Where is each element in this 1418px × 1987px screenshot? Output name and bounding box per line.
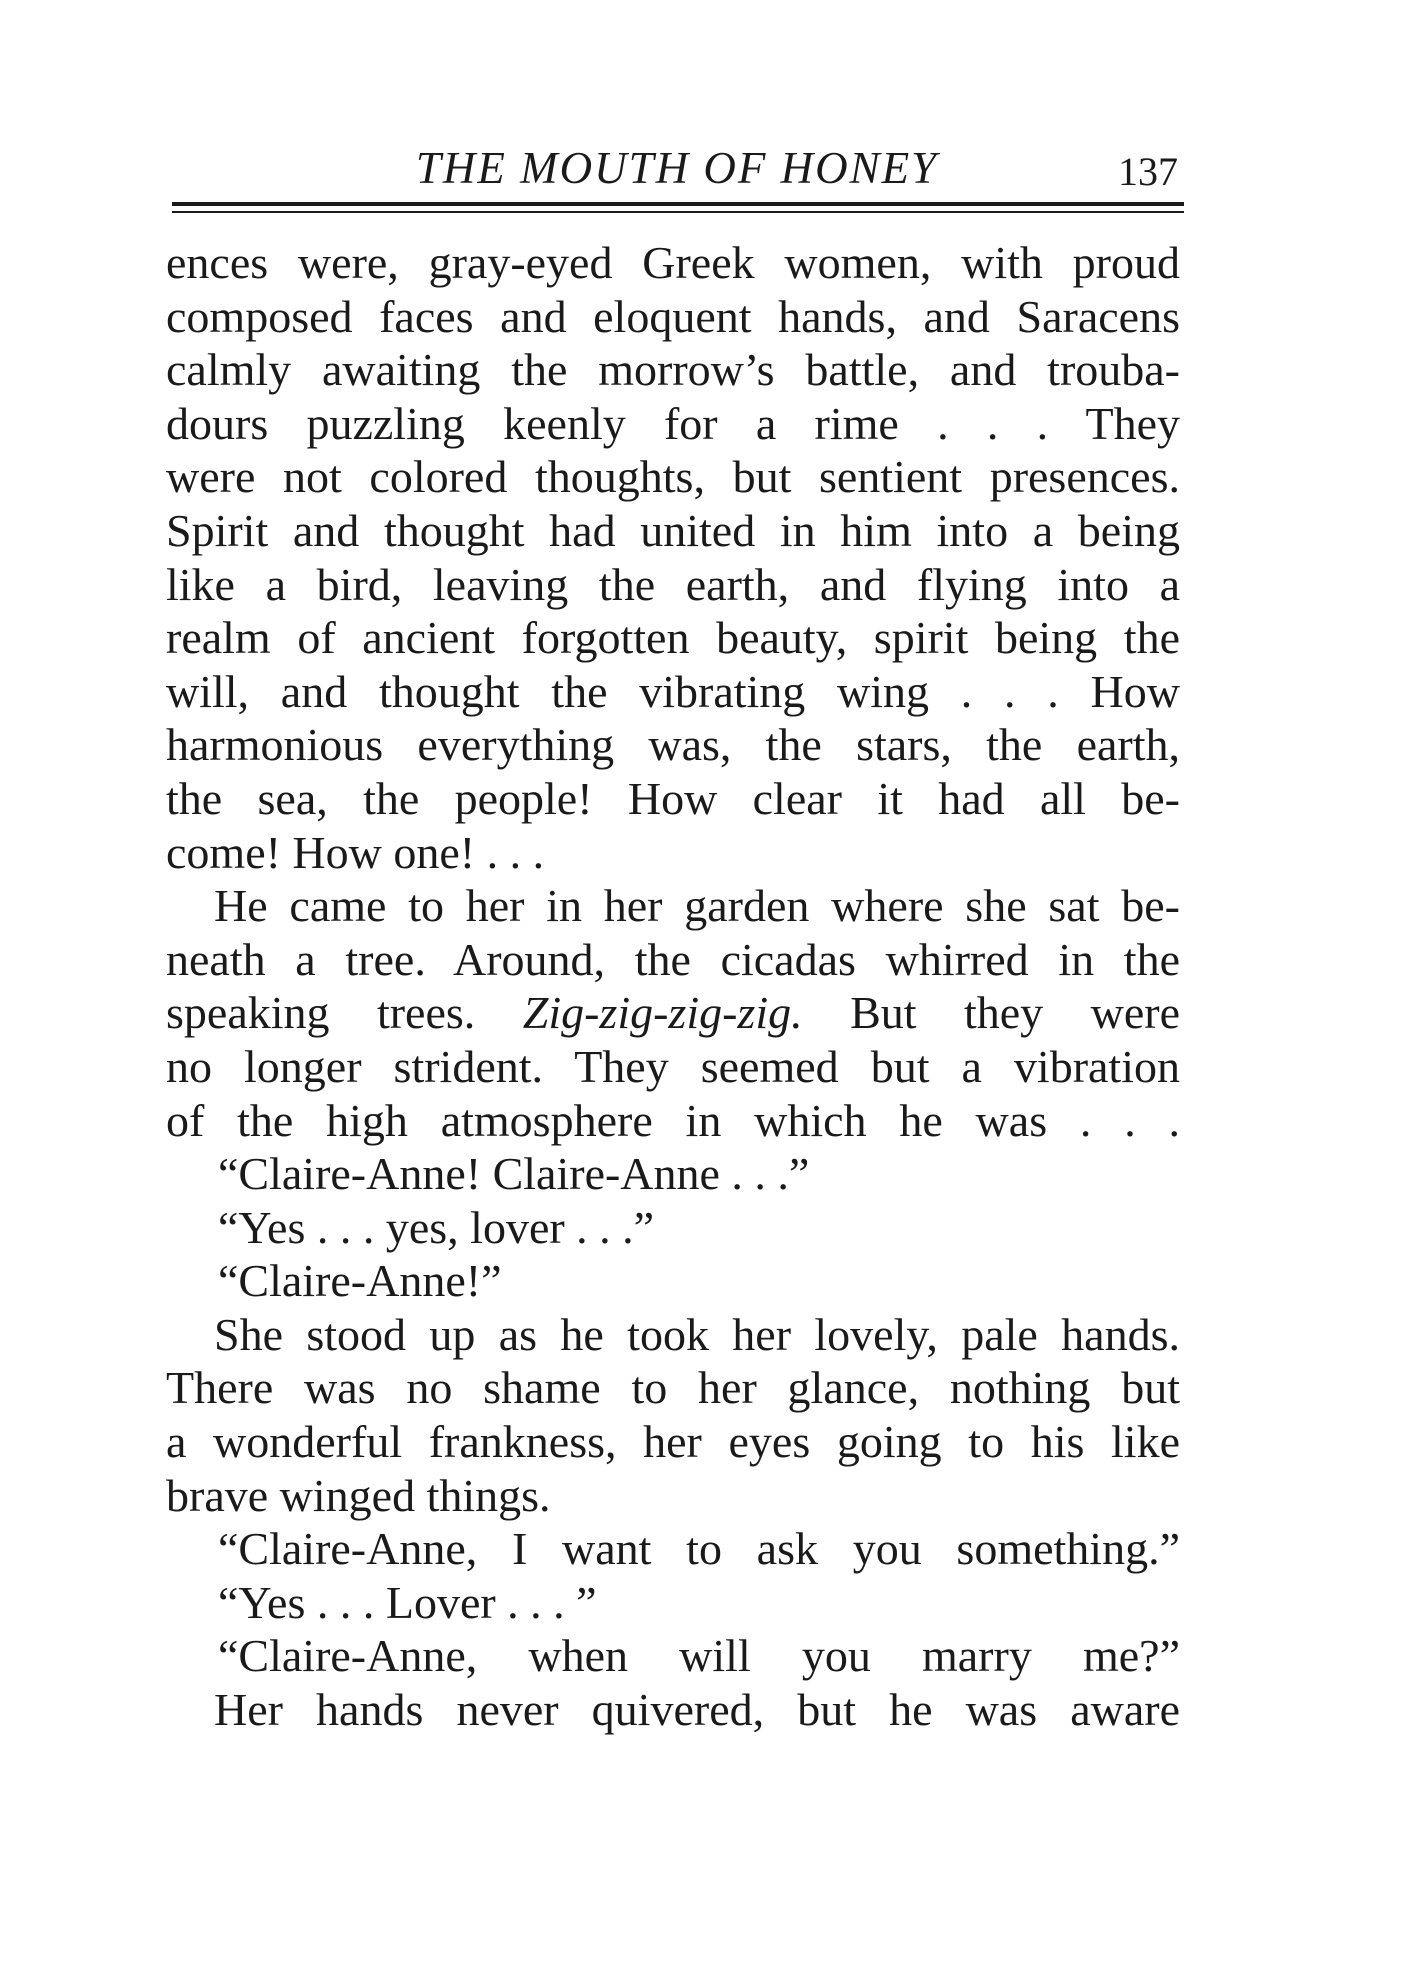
running-title: THE MOUTH OF HONEY (415, 143, 939, 193)
dialogue-line: “Claire-Anne! Claire-Anne . . .” (218, 1148, 810, 1200)
dialogue-line: “Yes . . . yes, lover . . .” (218, 1201, 655, 1253)
text-line: the sea, the people! How clear it had all be- (166, 772, 1180, 824)
text-line: Spirit and thought had united in him into a being (166, 504, 1180, 556)
header-rule-thick (172, 202, 1184, 206)
text-line: There was no shame to her glance, nothing but (166, 1362, 1180, 1414)
text-line: brave winged things. (166, 1469, 551, 1521)
text-line: were not colored thoughts, but sentient presences. (166, 451, 1180, 503)
text-line: Her hands never quivered, but he was aware (214, 1684, 1180, 1736)
text-line: dours puzzling keenly for a rime . . . They (166, 397, 1180, 449)
text-segment: speaking trees. (166, 987, 523, 1039)
body-text (166, 236, 1180, 1737)
dialogue-line: “Claire-Anne, when will you marry me?” (218, 1630, 1180, 1682)
text-line: She stood up as he took her lovely, pale hands. (214, 1308, 1180, 1360)
header-rule-thin (172, 211, 1184, 213)
dialogue-line: “Claire-Anne, I want to ask you something.” (218, 1523, 1180, 1575)
text-line: composed faces and eloquent hands, and Saracens (166, 290, 1180, 342)
text-line: ences were, gray-eyed Greek women, with proud (166, 237, 1180, 288)
text-line: neath a tree. Around, the cicadas whirred in the (166, 933, 1180, 985)
text-line-with-italic (166, 986, 1180, 1040)
dialogue-line: “Claire-Anne!” (218, 1255, 502, 1307)
running-head (172, 138, 1182, 198)
text-line: come! How one! . . . (166, 826, 545, 878)
text-segment: But they were (802, 987, 1180, 1039)
text-line: He came to her in her garden where she sat be- (214, 880, 1180, 932)
dialogue-line: “Yes . . . Lover . . . ” (218, 1576, 597, 1628)
page-number: 137 (1118, 149, 1178, 194)
text-line: of the high atmosphere in which he was . . . (166, 1094, 1180, 1146)
italic-onomatopoeia: Zig-zig-zig-zig. (522, 987, 803, 1039)
text-line: calmly awaiting the morrow’s battle, and trouba- (166, 344, 1180, 396)
text-line: realm of ancient forgotten beauty, spirit being the (166, 612, 1180, 664)
text-line: will, and thought the vibrating wing . . . How (166, 665, 1180, 717)
text-line: harmonious everything was, the stars, the earth, (166, 719, 1180, 771)
text-line: a wonderful frankness, her eyes going to his like (166, 1416, 1180, 1468)
text-line: like a bird, leaving the earth, and flying into a (166, 558, 1180, 610)
text-line: no longer strident. They seemed but a vibration (166, 1040, 1180, 1092)
